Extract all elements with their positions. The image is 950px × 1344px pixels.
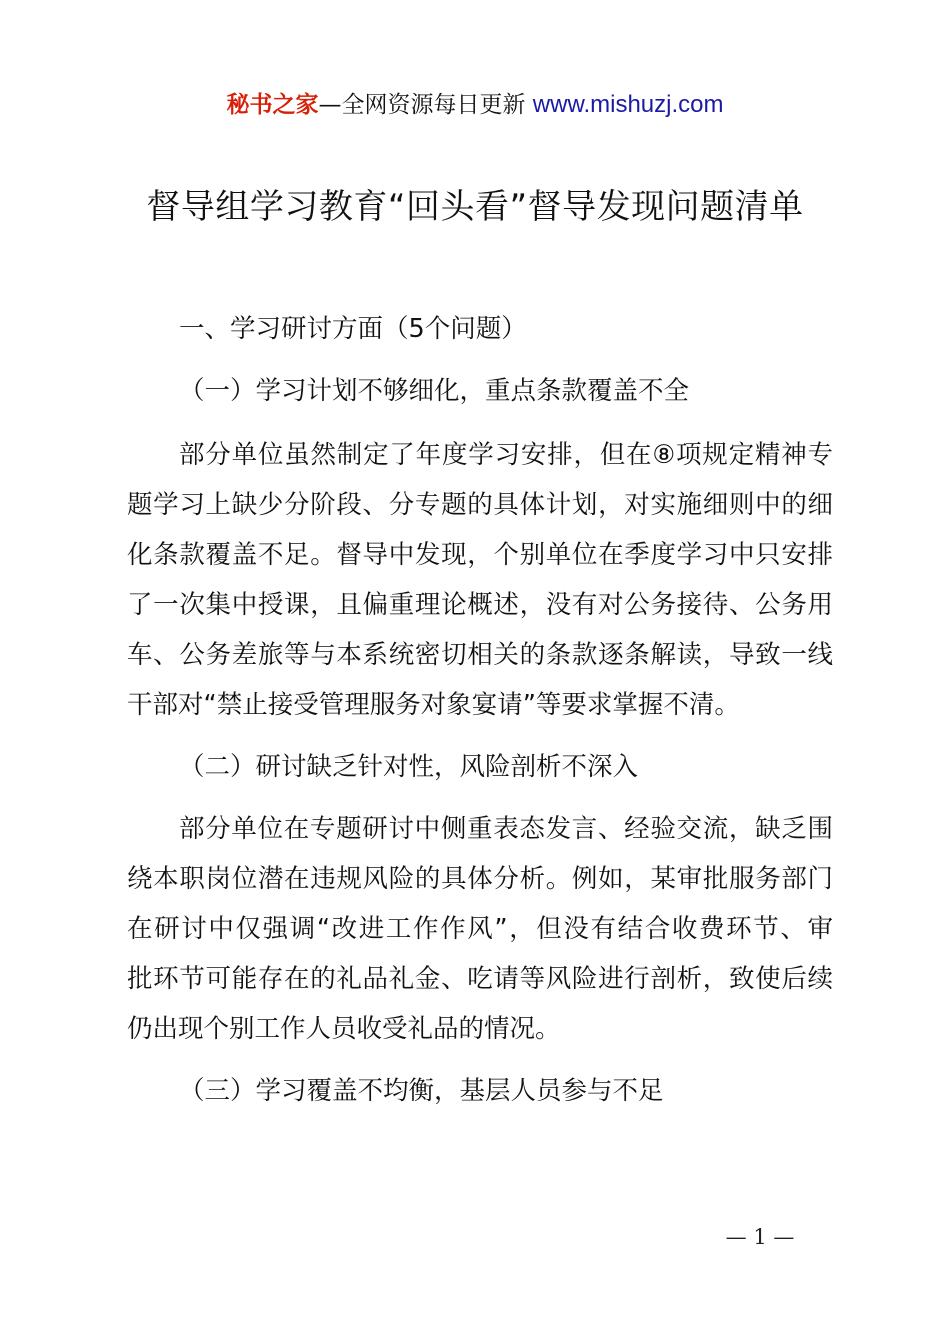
paragraph-line: 了一次集中授课，且偏重理论概述，没有对公务接待、公务用 bbox=[127, 590, 833, 620]
paragraph-line: 部分单位在专题研讨中侧重表态发言、经验交流，缺乏围 bbox=[179, 814, 833, 844]
document-title: 督导组学习教育“回头看”督导发现问题清单 bbox=[146, 187, 804, 227]
paragraph-line: 仍出现个别工作人员收受礼品的情况。 bbox=[127, 1014, 561, 1044]
paragraph-line: 在研讨中仅强调“改进工作作风”，但没有结合收费环节、审 bbox=[127, 914, 833, 944]
subsection-heading: （三）学习覆盖不均衡，基层人员参与不足 bbox=[179, 1076, 664, 1106]
header-tagline: —全网资源每日更新 bbox=[318, 92, 533, 118]
site-url-link[interactable]: www.mishuzj.com bbox=[532, 91, 724, 118]
paragraph-line: 化条款覆盖不足。督导中发现，个别单位在季度学习中只安排 bbox=[127, 540, 833, 570]
paragraph-line: 干部对“禁止接受管理服务对象宴请”等要求掌握不清。 bbox=[127, 690, 740, 720]
subsection-heading: （一）学习计划不够细化，重点条款覆盖不全 bbox=[179, 376, 690, 406]
site-header bbox=[0, 88, 950, 122]
paragraph-line: 绕本职岗位潜在违规风险的具体分析。例如，某审批服务部门 bbox=[127, 864, 833, 894]
subsection-heading: （二）研讨缺乏针对性，风险剖析不深入 bbox=[179, 752, 639, 782]
brand-name: 秘书之家 bbox=[226, 92, 319, 118]
paragraph-line: 题学习上缺少分阶段、分专题的具体计划，对实施细则中的细 bbox=[127, 490, 833, 520]
section-heading: 一、学习研讨方面（5个问题） bbox=[179, 314, 527, 344]
paragraph-line: 批环节可能存在的礼品礼金、吃请等风险进行剖析，致使后续 bbox=[127, 964, 833, 994]
paragraph-line: 部分单位虽然制定了年度学习安排，但在⑧项规定精神专 bbox=[179, 440, 833, 470]
paragraph-line: 车、公务差旅等与本系统密切相关的条款逐条解读，导致一线 bbox=[127, 640, 833, 670]
page-number: — 1 — bbox=[725, 1225, 795, 1249]
